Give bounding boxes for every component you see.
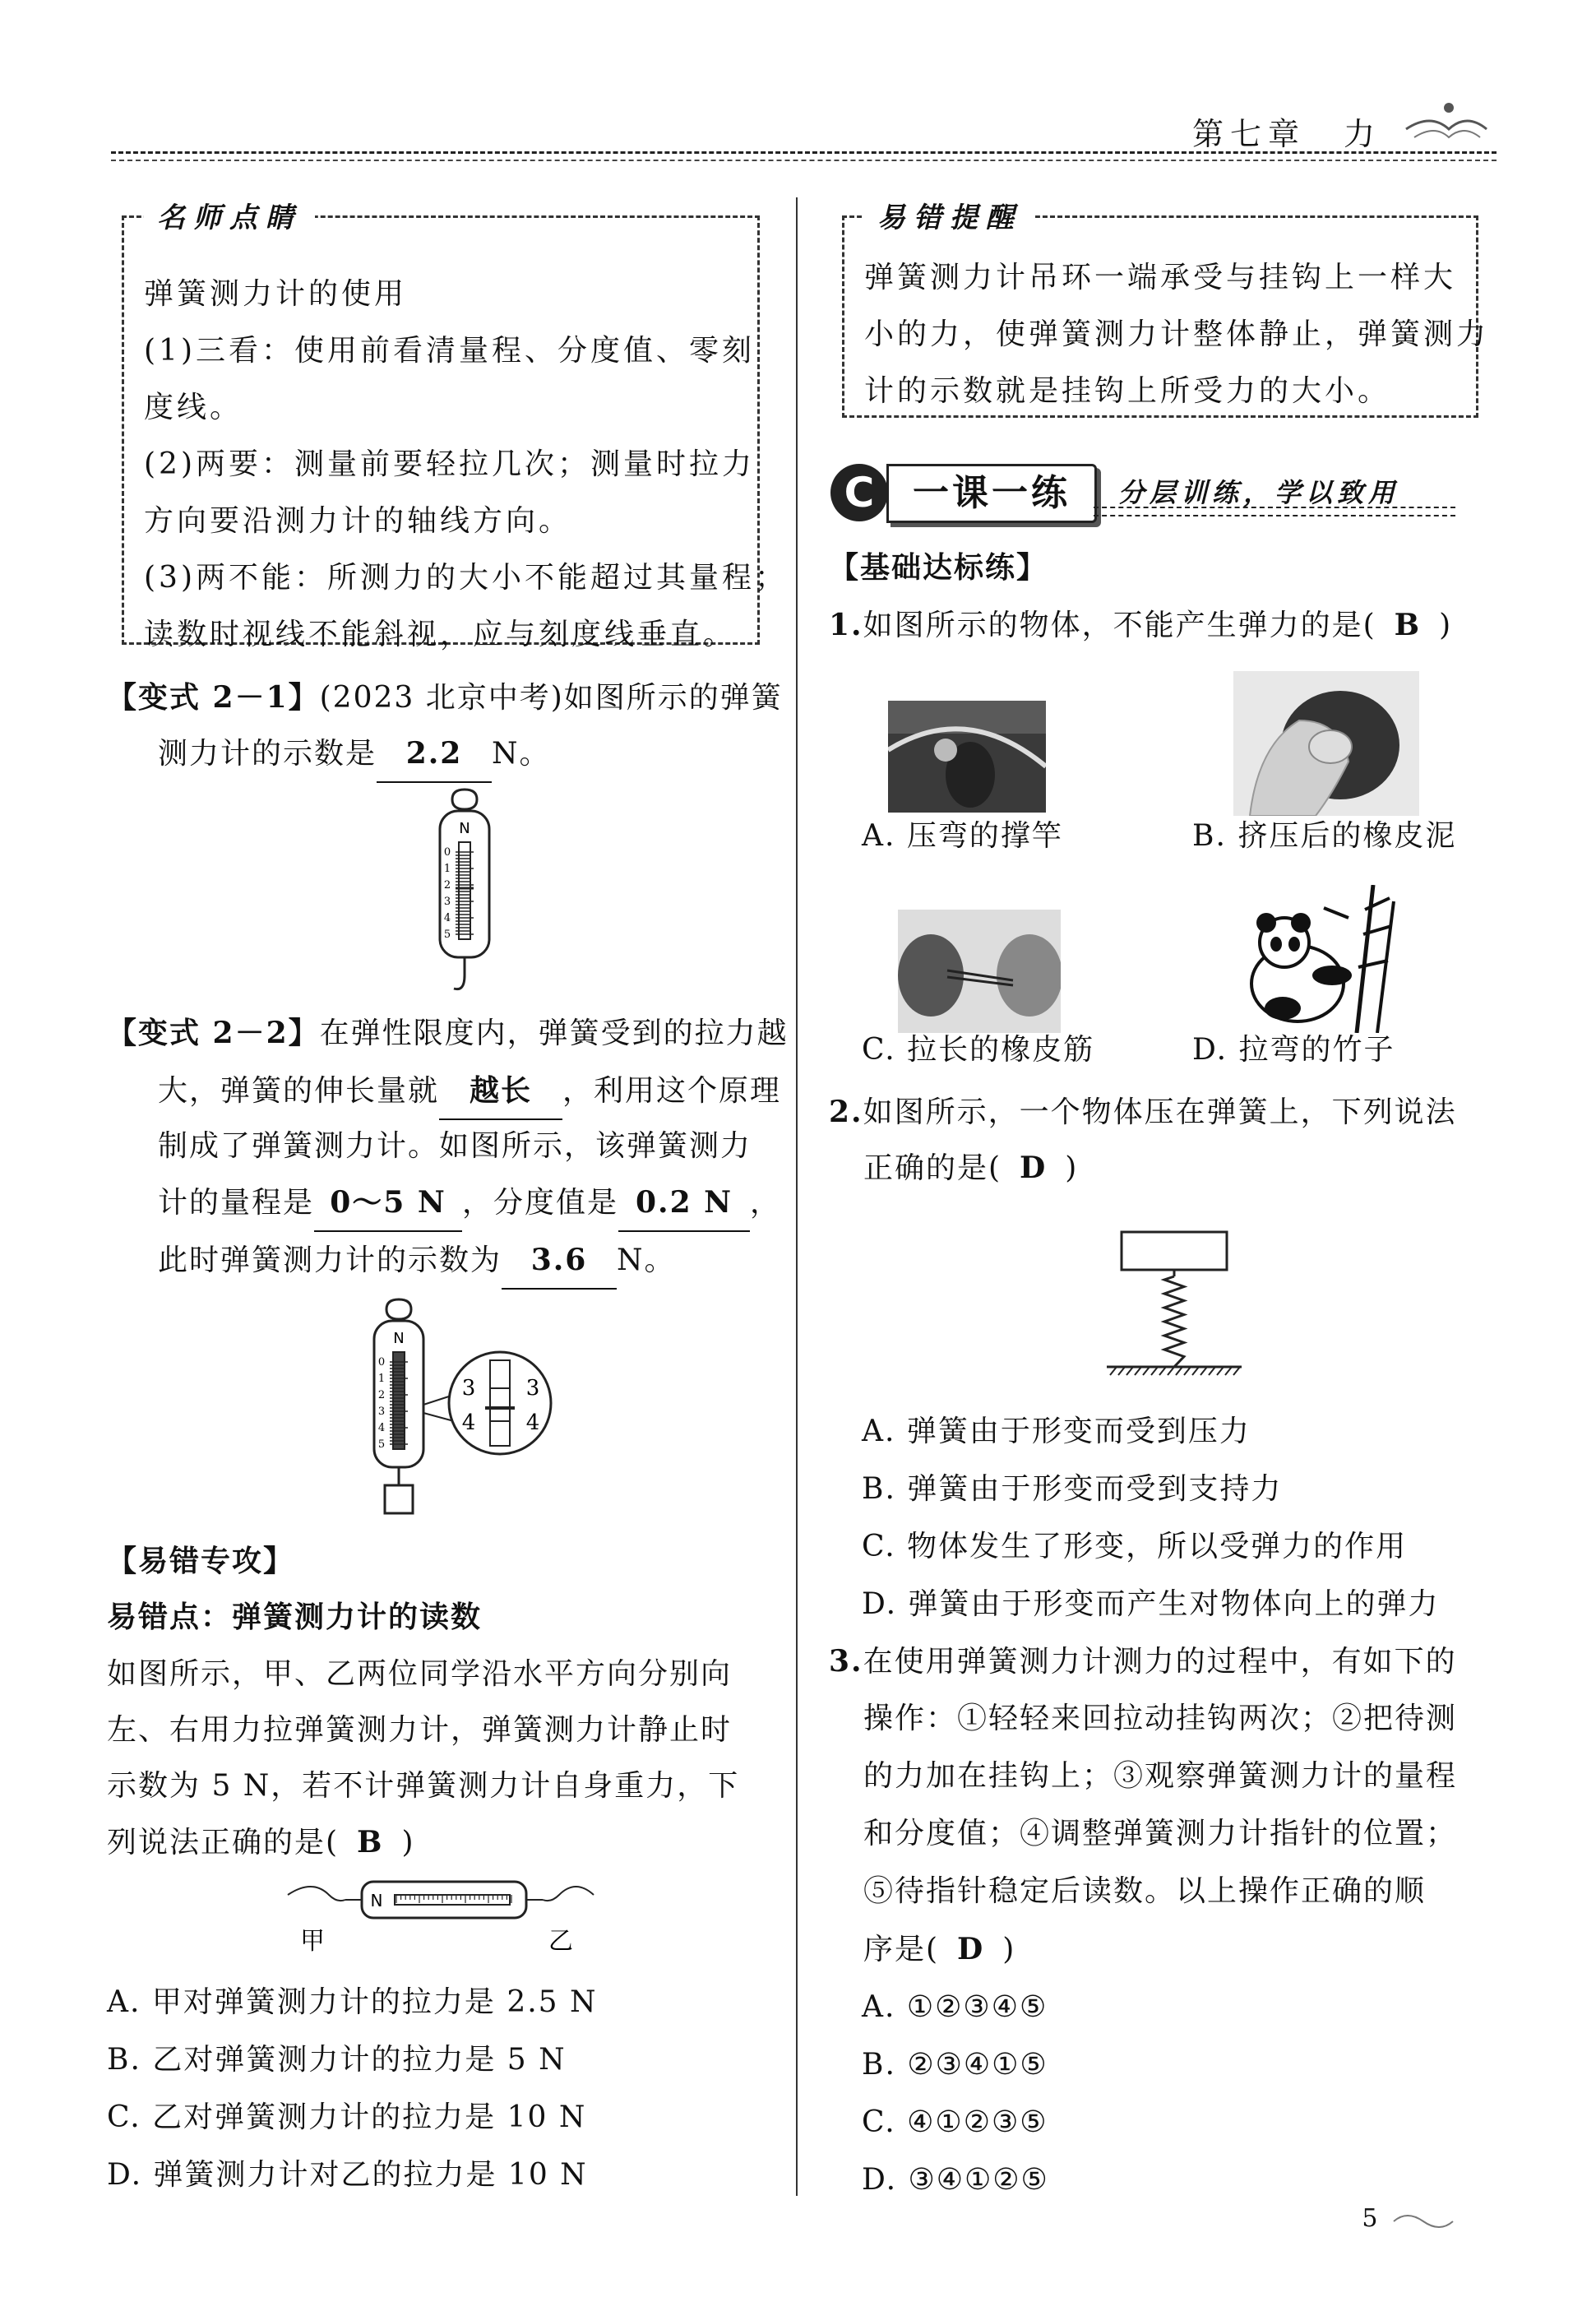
answer-blank: 2.2 — [377, 725, 492, 783]
variant-2-2-line3: 制成了弹簧测力计。如图所示，该弹簧测力 — [158, 1129, 752, 1163]
tip-title: 易错提醒 — [864, 195, 1035, 235]
q3-option-b: B. ②③④①⑤ — [862, 2048, 1048, 2082]
svg-text:0: 0 — [443, 846, 451, 859]
svg-text:N: N — [370, 1891, 383, 1910]
q3-line: ⑤待指针稳定后读数。以上操作正确的顺 — [863, 1874, 1427, 1908]
variant-2-1-line1: 【变式 2－1】(2023 北京中考)如图所示的弹簧 — [107, 680, 783, 715]
svg-text:5: 5 — [377, 1438, 386, 1451]
q2-line1: 2.如图所示，一个物体压在弹簧上，下列说法 — [829, 1095, 1457, 1129]
svg-text:5: 5 — [443, 929, 451, 941]
answer-choice: D — [957, 1932, 985, 1966]
q2-option-b: B. 弹簧由于形变而受到支持力 — [862, 1472, 1283, 1506]
q2-option-a: A. 弹簧由于形变而受到压力 — [862, 1415, 1251, 1448]
tip-box-teacher — [122, 201, 788, 651]
q3-line: 的力加在挂钩上；③观察弹簧测力计的量程 — [863, 1759, 1458, 1793]
tip-box-warning — [842, 201, 1490, 418]
q3-option-c: C. ④①②③⑤ — [862, 2105, 1048, 2139]
q3-line: 和分度值；④调整弹簧测力计指针的位置； — [863, 1817, 1458, 1850]
svg-text:1: 1 — [377, 1373, 386, 1385]
tip-line: 计的示数就是挂钩上所受力的大小。 — [864, 374, 1391, 408]
fig-label-yi: 乙 — [548, 1927, 573, 1956]
tip-line: 读数时视线不能斜视，应与刻度线垂直。 — [144, 618, 737, 651]
q2-option-d: D. 弹簧由于形变而产生对物体向上的弹力 — [862, 1587, 1440, 1621]
q2-option-c: C. 物体发生了形变，所以受弹力的作用 — [862, 1530, 1408, 1563]
chapter-title: 第七章 力 — [1191, 116, 1381, 152]
error-stem-line: 左、右用力拉弹簧测力计，弹簧测力计静止时 — [107, 1713, 733, 1747]
page-header — [111, 100, 1497, 166]
pole-vault-photo — [888, 701, 1046, 813]
page-number: 5 — [1362, 2204, 1456, 2233]
horizontal-scale-figure — [271, 1870, 600, 1961]
q2-line2: 正确的是( D ) — [863, 1151, 1079, 1185]
panda-bamboo-image — [1233, 885, 1411, 1033]
svg-text:4: 4 — [461, 1410, 476, 1435]
tip-title: 名师点睛 — [144, 195, 315, 235]
spring-scale-figure-1 — [428, 788, 502, 998]
q1-option-d: D. 拉弯的竹子 — [1192, 1033, 1395, 1067]
answer-blank: 0～5 N — [314, 1174, 462, 1232]
block-on-spring-figure — [1099, 1230, 1250, 1382]
variant-2-2-line1: 【变式 2－2】在弹性限度内，弹簧受到的拉力越 — [107, 1016, 789, 1050]
svg-text:3: 3 — [461, 1376, 476, 1401]
svg-text:4: 4 — [525, 1410, 540, 1435]
banner-letter-icon: C — [830, 464, 888, 521]
svg-text:2: 2 — [377, 1389, 386, 1401]
error-option-a: A. 甲对弹簧测力计的拉力是 2.5 N — [107, 1985, 598, 2019]
section-banner — [830, 461, 1455, 526]
variant-2-2-line5: 此时弹簧测力计的示数为 3.6 N。 — [158, 1232, 676, 1290]
error-option-d: D. 弹簧测力计对乙的拉力是 10 N — [107, 2158, 588, 2192]
svg-text:1: 1 — [443, 863, 451, 875]
q3-last: 序是( D ) — [863, 1932, 1016, 1966]
rubber-band-photo — [898, 910, 1061, 1033]
tip-line: 小的力，使弹簧测力计整体静止，弹簧测力 — [864, 317, 1490, 351]
q3-line: 操作：①轻轻来回拉动挂钩两次；②把待测 — [863, 1702, 1458, 1735]
tip-line: (1)三看：使用前看清量程、分度值、零刻 — [144, 334, 755, 368]
tip-line: 度线。 — [144, 391, 243, 424]
variant-2-2-line2: 大，弹簧的伸长量就 越长 ，利用这个原理 — [158, 1063, 781, 1120]
ornament-icon — [1398, 96, 1488, 146]
svg-text:4: 4 — [377, 1422, 386, 1434]
error-stem-last: 列说法正确的是( B ) — [107, 1825, 415, 1859]
banner-subtitle: 分层训练，学以致用 — [1118, 477, 1400, 508]
svg-text:4: 4 — [443, 912, 451, 924]
answer-choice: B — [1394, 608, 1422, 642]
answer-blank: 越长 — [439, 1063, 562, 1120]
svg-text:3: 3 — [377, 1406, 386, 1418]
banner-title: 一课一练 — [886, 464, 1097, 523]
fig-label-jia: 甲 — [300, 1927, 325, 1956]
tip-line: (3)两不能：所测力的大小不能超过其量程； — [144, 561, 788, 595]
error-section-heading: 【易错专攻】 — [107, 1544, 295, 1578]
scale-top-letter: N — [459, 820, 470, 837]
svg-text:N: N — [393, 1330, 405, 1347]
clay-photo — [1233, 671, 1419, 816]
error-stem-line: 示数为 5 N，若不计弹簧测力计自身重力，下 — [107, 1769, 740, 1803]
svg-text:0: 0 — [377, 1356, 386, 1369]
svg-text:3: 3 — [525, 1376, 540, 1401]
spring-scale-figure-2 — [362, 1298, 559, 1520]
q1-option-c: C. 拉长的橡皮筋 — [862, 1033, 1095, 1067]
variant-2-2-line4: 计的量程是 0～5 N ，分度值是 0.2 N ， — [158, 1174, 781, 1232]
tip-line: (2)两要：测量前要轻拉几次；测量时拉力 — [144, 447, 755, 481]
basic-heading: 【基础达标练】 — [829, 550, 1048, 585]
q1-option-b: B. 挤压后的橡皮泥 — [1192, 819, 1457, 853]
svg-text:3: 3 — [443, 896, 451, 908]
error-point: 易错点：弹簧测力计的读数 — [107, 1600, 483, 1634]
tip-line: 弹簧测力计的使用 — [144, 277, 408, 311]
error-option-b: B. 乙对弹簧测力计的拉力是 5 N — [107, 2043, 567, 2077]
answer-blank: 0.2 N — [618, 1174, 750, 1232]
column-divider — [796, 197, 798, 2196]
q1-option-a: A. 压弯的撑竿 — [862, 819, 1063, 853]
error-option-c: C. 乙对弹簧测力计的拉力是 10 N — [107, 2100, 587, 2134]
error-stem-line: 如图所示，甲、乙两位同学沿水平方向分别向 — [107, 1657, 733, 1691]
answer-blank: 3.6 — [502, 1232, 617, 1290]
tip-line: 弹簧测力计吊环一端承受与挂钩上一样大 — [864, 261, 1457, 294]
answer-choice: D — [1020, 1151, 1048, 1185]
footer-ornament-icon — [1390, 2210, 1456, 2230]
q3-option-d: D. ③④①②⑤ — [862, 2163, 1049, 2197]
tip-line: 方向要沿测力计的轴线方向。 — [144, 504, 572, 538]
variant-2-1-line2: 测力计的示数是 2.2 N。 — [158, 725, 551, 783]
q3-line: 3.在使用弹簧测力计测力的过程中，有如下的 — [829, 1644, 1457, 1679]
q3-option-a: A. ①②③④⑤ — [862, 1990, 1048, 2024]
svg-text:2: 2 — [443, 879, 451, 892]
q1-stem: 1.如图所示的物体，不能产生弹力的是( B ) — [829, 608, 1453, 642]
answer-choice: B — [357, 1825, 384, 1859]
